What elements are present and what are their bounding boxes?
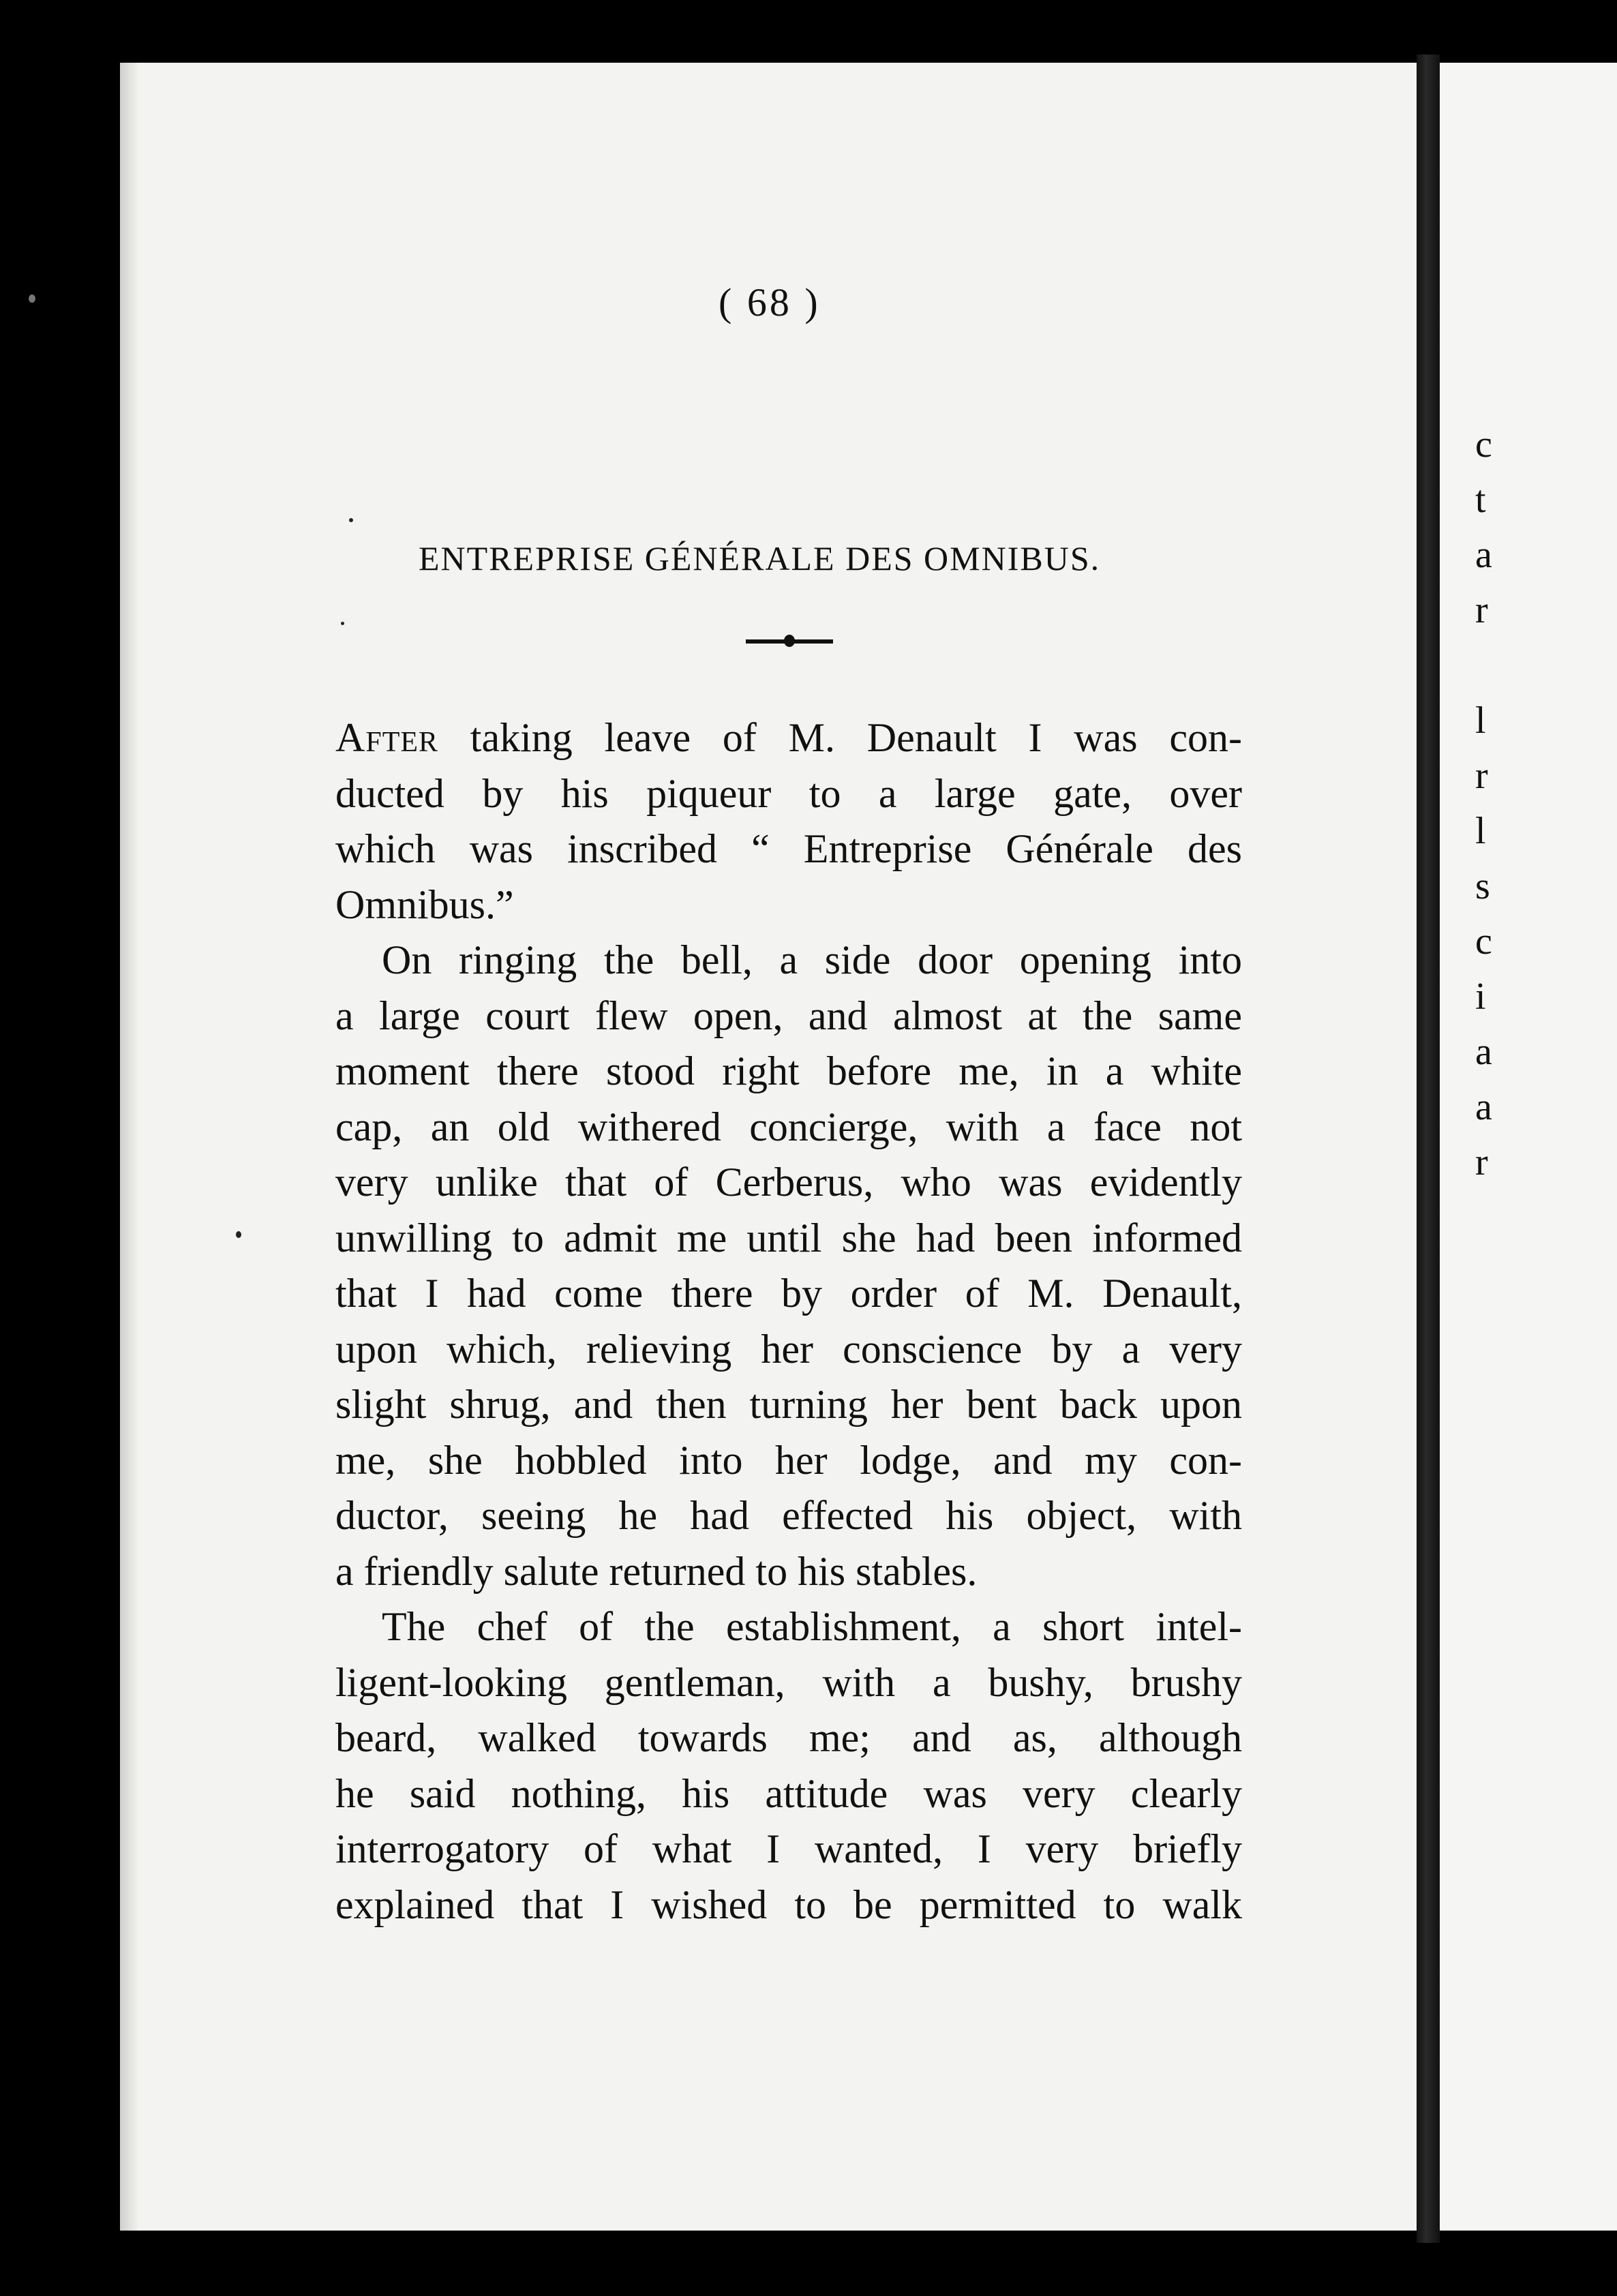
facing-letter: a [1475, 534, 1492, 576]
facing-letter: s [1475, 865, 1490, 907]
facing-letter: t [1475, 479, 1486, 521]
page-edge-shadow [120, 63, 139, 2231]
text-line: which was inscribed “ Entreprise Générale des [335, 826, 1242, 871]
text-line: that I had come there by order of M. Denault, [335, 1271, 1242, 1316]
text-line: beard, walked towards me; and as, although [335, 1715, 1242, 1760]
text-line: moment there stood right before me, in a white [335, 1048, 1242, 1093]
text-line: The chef of the establishment, a short intel- [382, 1604, 1242, 1649]
scan-speck [341, 622, 344, 625]
scan-speck [29, 294, 35, 303]
text-line: me, she hobbled into her lodge, and my con- [335, 1437, 1242, 1483]
text-line: ligent-looking gentleman, with a bushy, brushy [335, 1659, 1242, 1705]
facing-letter: c [1475, 423, 1492, 466]
lead-word: After [335, 715, 439, 760]
facing-page-letters [1475, 417, 1605, 1190]
chapter-heading: ENTREPRISE GÉNÉRALE DES OMNIBUS. [419, 539, 1101, 577]
ornamental-rule-dot [784, 635, 795, 647]
text-line: very unlike that of Cerberus, who was evidently [335, 1160, 1242, 1205]
text-line [335, 710, 1242, 766]
text-line: ducted by his piqueur to a large gate, over [335, 770, 1242, 816]
facing-letter: i [1475, 976, 1486, 1018]
text-line: explained that I wished to be permitted to walk [335, 1882, 1242, 1927]
text-line: On ringing the bell, a side door opening into [382, 937, 1242, 982]
facing-letter [1475, 638, 1605, 693]
text-line: a large court flew open, and almost at the same [335, 993, 1242, 1038]
facing-letter: l [1475, 699, 1486, 742]
text-line: Omnibus.” [335, 881, 514, 927]
text-line: ductor, seeing he had effected his object, with [335, 1493, 1242, 1538]
scan-speck [349, 518, 353, 522]
facing-letter: r [1475, 1141, 1488, 1183]
page-number: ( 68 ) [719, 280, 821, 324]
text-line: upon which, relieving her conscience by a very [335, 1326, 1242, 1372]
book-gutter [1417, 55, 1440, 2243]
first-line-text: taking leave of M. Denault I was con- [438, 715, 1242, 760]
body-text [335, 710, 1242, 1933]
text-line: slight shrug, and then turning her bent back upon [335, 1382, 1242, 1427]
facing-letter: a [1475, 1031, 1492, 1073]
facing-letter: a [1475, 1086, 1492, 1128]
text-line: a friendly salute returned to his stables. [335, 1548, 978, 1594]
scan-speck [236, 1231, 241, 1238]
text-line: unwilling to admit me until she had been informed [335, 1215, 1242, 1260]
facing-letter: l [1475, 810, 1486, 852]
text-line: cap, an old withered concierge, with a face not [335, 1104, 1242, 1149]
facing-letter: c [1475, 920, 1492, 963]
facing-letter: r [1475, 755, 1488, 797]
text-line: he said nothing, his attitude was very clearly [335, 1770, 1242, 1816]
facing-page-fragment [1440, 63, 1617, 2231]
facing-letter: r [1475, 589, 1488, 631]
text-line: interrogatory of what I wanted, I very briefly [335, 1826, 1242, 1871]
